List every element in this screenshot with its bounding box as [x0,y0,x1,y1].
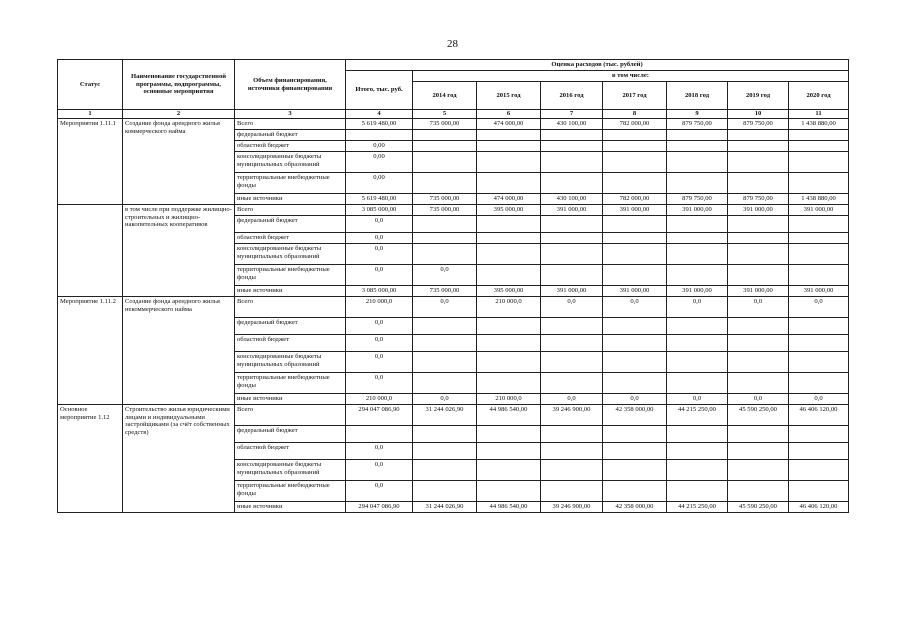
year-value-cell: 879 750,00 [728,119,789,130]
total-cell: 0,00 [346,141,413,152]
year-value-cell: 39 246 900,00 [541,405,603,426]
year-value-cell [789,233,849,244]
funding-source-cell: территориальные внебюджетные фонды [235,373,346,394]
year-value-cell [477,233,541,244]
funding-source-cell: территориальные внебюджетные фонды [235,173,346,194]
table-row [58,297,849,318]
total-cell: 0,0 [346,318,413,335]
year-value-cell [603,335,667,352]
total-cell [346,130,413,141]
year-value-cell: 0,0 [728,394,789,405]
total-cell: 0,0 [346,443,413,460]
total-cell: 3 085 000,00 [346,205,413,216]
year-value-cell [541,481,603,502]
year-value-cell: 735 000,00 [413,119,477,130]
year-value-cell [789,152,849,173]
year-value-cell [667,216,728,233]
year-value-cell [541,426,603,443]
total-cell: 0,0 [346,373,413,394]
year-value-cell [667,426,728,443]
funding-source-cell: иные источники [235,394,346,405]
funding-source-cell: федеральный бюджет [235,426,346,443]
year-value-cell [477,152,541,173]
year-value-cell [603,460,667,481]
col-header-total: Итого, тыс. руб. [346,71,413,110]
total-cell: 3 085 000,00 [346,286,413,297]
year-value-cell: 0,0 [667,297,728,318]
activity-name-cell: Строительство жилья юридическими лицами и индивидуальными застройщиками (за счёт собственных средств) [123,405,235,513]
year-value-cell: 391 000,00 [603,286,667,297]
year-value-cell [728,265,789,286]
year-value-cell [413,426,477,443]
year-value-cell: 395 000,00 [477,286,541,297]
funding-source-cell: областной бюджет [235,141,346,152]
table-row [58,119,849,130]
year-value-cell [477,216,541,233]
year-value-cell [728,244,789,265]
funding-source-cell: областной бюджет [235,233,346,244]
col-number: 3 [235,110,346,119]
year-value-cell [413,233,477,244]
funding-source-cell: областной бюджет [235,335,346,352]
year-value-cell [541,335,603,352]
year-value-cell: 44 215 250,00 [667,502,728,513]
year-value-cell: 391 000,00 [667,286,728,297]
total-cell [346,426,413,443]
total-cell: 0,0 [346,216,413,233]
year-value-cell: 0,0 [413,297,477,318]
year-value-cell [789,318,849,335]
year-value-cell: 1 438 880,00 [789,119,849,130]
year-value-cell [667,352,728,373]
year-value-cell [603,426,667,443]
total-cell: 5 619 480,00 [346,194,413,205]
year-value-cell [541,352,603,373]
year-value-cell [413,152,477,173]
year-value-cell [477,352,541,373]
year-value-cell [541,141,603,152]
year-value-cell [789,173,849,194]
year-value-cell: 879 750,00 [728,194,789,205]
col-number: 2 [123,110,235,119]
year-value-cell [603,173,667,194]
year-value-cell: 391 000,00 [728,205,789,216]
year-value-cell [789,244,849,265]
year-value-cell [789,426,849,443]
total-cell: 0,0 [346,244,413,265]
year-value-cell [667,318,728,335]
year-value-cell [413,173,477,194]
year-value-cell [789,141,849,152]
year-value-cell: 45 590 250,00 [728,405,789,426]
year-value-cell: 391 000,00 [728,286,789,297]
year-value-cell: 735 000,00 [413,205,477,216]
col-header-name: Наименование государственной программы, подпрограммы, основные мероприятия [123,60,235,110]
year-value-cell [541,460,603,481]
year-value-cell [789,481,849,502]
total-cell: 5 619 480,00 [346,119,413,130]
year-value-cell [541,216,603,233]
year-value-cell: 44 215 250,00 [667,405,728,426]
status-cell: Мероприятия 1.11.1 [58,119,123,205]
year-value-cell [477,335,541,352]
year-value-cell: 0,0 [603,394,667,405]
year-value-cell [728,130,789,141]
year-value-cell [789,265,849,286]
year-value-cell [413,460,477,481]
year-value-cell [413,335,477,352]
activity-name-cell: Создание фонда арендного жилья коммерческого найма [123,119,235,205]
funding-source-cell: Всего [235,205,346,216]
year-value-cell: 395 000,00 [477,205,541,216]
year-value-cell: 31 244 026,90 [413,405,477,426]
year-value-cell [603,373,667,394]
year-value-cell [477,443,541,460]
col-header-year: 2020 год [789,82,849,110]
col-number: 7 [541,110,603,119]
col-number: 4 [346,110,413,119]
year-value-cell: 0,0 [541,297,603,318]
funding-source-cell: федеральный бюджет [235,216,346,233]
funding-source-cell: Всего [235,297,346,318]
funding-source-cell: областной бюджет [235,443,346,460]
year-value-cell [603,244,667,265]
year-value-cell: 879 750,00 [667,194,728,205]
col-number: 1 [58,110,123,119]
year-value-cell [603,216,667,233]
year-value-cell [603,233,667,244]
year-value-cell [728,352,789,373]
year-value-cell [541,173,603,194]
col-number: 5 [413,110,477,119]
year-value-cell [728,460,789,481]
funding-source-cell: федеральный бюджет [235,130,346,141]
year-value-cell [477,481,541,502]
year-value-cell: 42 358 000,00 [603,502,667,513]
funding-source-cell: консолидированные бюджеты муниципальных образований [235,352,346,373]
total-cell: 0,0 [346,265,413,286]
year-value-cell: 782 000,00 [603,119,667,130]
year-value-cell: 45 590 250,00 [728,502,789,513]
year-value-cell [728,373,789,394]
col-header-year: 2019 год [728,82,789,110]
total-cell: 0,0 [346,460,413,481]
year-value-cell: 0,0 [541,394,603,405]
col-header-including: в том числе: [413,71,849,82]
year-value-cell [667,141,728,152]
year-value-cell [667,152,728,173]
year-value-cell [667,481,728,502]
funding-source-cell: иные источники [235,502,346,513]
year-value-cell: 0,0 [789,394,849,405]
col-header-year: 2016 год [541,82,603,110]
status-cell: Основное мероприятие 1.12 [58,405,123,513]
col-number: 6 [477,110,541,119]
year-value-cell [728,152,789,173]
year-value-cell [667,265,728,286]
funding-source-cell: иные источники [235,286,346,297]
activity-name-cell: в том числе при поддержке жилищно-строительных и жилищно-накопительных кооперативов [123,205,235,297]
col-header-year: 2018 год [667,82,728,110]
year-value-cell [603,152,667,173]
year-value-cell [413,352,477,373]
year-value-cell: 735 000,00 [413,194,477,205]
total-cell: 210 000,0 [346,297,413,318]
year-value-cell: 391 000,00 [541,286,603,297]
year-value-cell [667,233,728,244]
col-number: 10 [728,110,789,119]
table-row [58,405,849,426]
table-row [58,205,849,216]
col-header-estimate: Оценка расходов (тыс. рублей) [346,60,849,71]
year-value-cell [667,173,728,194]
year-value-cell: 0,0 [728,297,789,318]
col-header-year: 2017 год [603,82,667,110]
year-value-cell [541,373,603,394]
year-value-cell [541,318,603,335]
year-value-cell [413,481,477,502]
year-value-cell [603,481,667,502]
funding-source-cell: иные источники [235,194,346,205]
year-value-cell [477,244,541,265]
year-value-cell: 0,0 [603,297,667,318]
total-cell: 0,0 [346,352,413,373]
year-value-cell [541,244,603,265]
total-cell: 0,0 [346,233,413,244]
year-value-cell [603,352,667,373]
year-value-cell: 0,0 [667,394,728,405]
col-header-year: 2015 год [477,82,541,110]
year-value-cell [413,244,477,265]
year-value-cell: 430 100,00 [541,194,603,205]
total-cell: 294 047 086,90 [346,405,413,426]
year-value-cell [477,265,541,286]
year-value-cell [728,216,789,233]
year-value-cell [541,265,603,286]
year-value-cell [728,318,789,335]
col-header-source: Объем финансирования, источники финансирования [235,60,346,110]
funding-source-cell: территориальные внебюджетные фонды [235,481,346,502]
year-value-cell: 430 100,00 [541,119,603,130]
year-value-cell [477,130,541,141]
year-value-cell [413,373,477,394]
status-cell [58,205,123,297]
col-number: 8 [603,110,667,119]
year-value-cell: 391 000,00 [541,205,603,216]
year-value-cell [667,130,728,141]
status-cell: Мероприятие 1.11.2 [58,297,123,405]
funding-source-cell: консолидированные бюджеты муниципальных образований [235,460,346,481]
year-value-cell [541,443,603,460]
year-value-cell: 42 358 000,00 [603,405,667,426]
year-value-cell [413,318,477,335]
year-value-cell: 391 000,00 [789,205,849,216]
year-value-cell [603,318,667,335]
year-value-cell [413,443,477,460]
total-cell: 0,00 [346,152,413,173]
year-value-cell: 0,0 [413,265,477,286]
year-value-cell [477,173,541,194]
year-value-cell: 391 000,00 [789,286,849,297]
year-value-cell: 39 246 900,00 [541,502,603,513]
funding-source-cell: территориальные внебюджетные фонды [235,265,346,286]
year-value-cell [789,373,849,394]
budget-table [57,59,849,513]
year-value-cell [789,443,849,460]
year-value-cell: 782 000,00 [603,194,667,205]
funding-source-cell: консолидированные бюджеты муниципальных образований [235,244,346,265]
total-cell: 294 047 086,90 [346,502,413,513]
year-value-cell [603,141,667,152]
year-value-cell [728,141,789,152]
total-cell: 0,0 [346,335,413,352]
year-value-cell: 44 986 540,00 [477,405,541,426]
year-value-cell [789,335,849,352]
year-value-cell [728,335,789,352]
year-value-cell: 46 406 120,00 [789,502,849,513]
year-value-cell: 1 438 880,00 [789,194,849,205]
funding-source-cell: Всего [235,405,346,426]
year-value-cell [728,481,789,502]
year-value-cell: 44 986 540,00 [477,502,541,513]
year-value-cell [413,130,477,141]
year-value-cell [541,152,603,173]
year-value-cell: 391 000,00 [603,205,667,216]
year-value-cell [728,173,789,194]
year-value-cell [667,244,728,265]
col-number: 11 [789,110,849,119]
funding-source-cell: консолидированные бюджеты муниципальных образований [235,152,346,173]
year-value-cell [603,130,667,141]
year-value-cell [477,373,541,394]
year-value-cell [789,352,849,373]
year-value-cell [477,318,541,335]
activity-name-cell: Создание фонда арендного жилья некоммерческого найма [123,297,235,405]
col-header-year: 2014 год [413,82,477,110]
year-value-cell [667,373,728,394]
year-value-cell: 474 000,00 [477,194,541,205]
year-value-cell [413,141,477,152]
year-value-cell: 735 000,00 [413,286,477,297]
year-value-cell [541,233,603,244]
year-value-cell [541,130,603,141]
year-value-cell: 474 000,00 [477,119,541,130]
year-value-cell [413,216,477,233]
year-value-cell [603,443,667,460]
year-value-cell: 31 244 026,90 [413,502,477,513]
year-value-cell: 391 000,00 [667,205,728,216]
year-value-cell [789,460,849,481]
total-cell: 210 000,0 [346,394,413,405]
year-value-cell: 879 750,00 [667,119,728,130]
col-number: 9 [667,110,728,119]
year-value-cell [728,233,789,244]
year-value-cell: 210 000,0 [477,297,541,318]
total-cell: 0,00 [346,173,413,194]
funding-source-cell: федеральный бюджет [235,318,346,335]
total-cell: 0,0 [346,481,413,502]
year-value-cell [789,130,849,141]
funding-source-cell: Всего [235,119,346,130]
year-value-cell: 46 406 120,00 [789,405,849,426]
year-value-cell [728,426,789,443]
year-value-cell [667,443,728,460]
col-header-status: Статус [58,60,123,110]
year-value-cell: 0,0 [789,297,849,318]
year-value-cell [477,141,541,152]
year-value-cell [789,216,849,233]
year-value-cell: 210 000,0 [477,394,541,405]
page-number: 28 [447,38,458,50]
year-value-cell [728,443,789,460]
year-value-cell [477,460,541,481]
year-value-cell [477,426,541,443]
year-value-cell [603,265,667,286]
year-value-cell: 0,0 [413,394,477,405]
year-value-cell [667,460,728,481]
year-value-cell [667,335,728,352]
